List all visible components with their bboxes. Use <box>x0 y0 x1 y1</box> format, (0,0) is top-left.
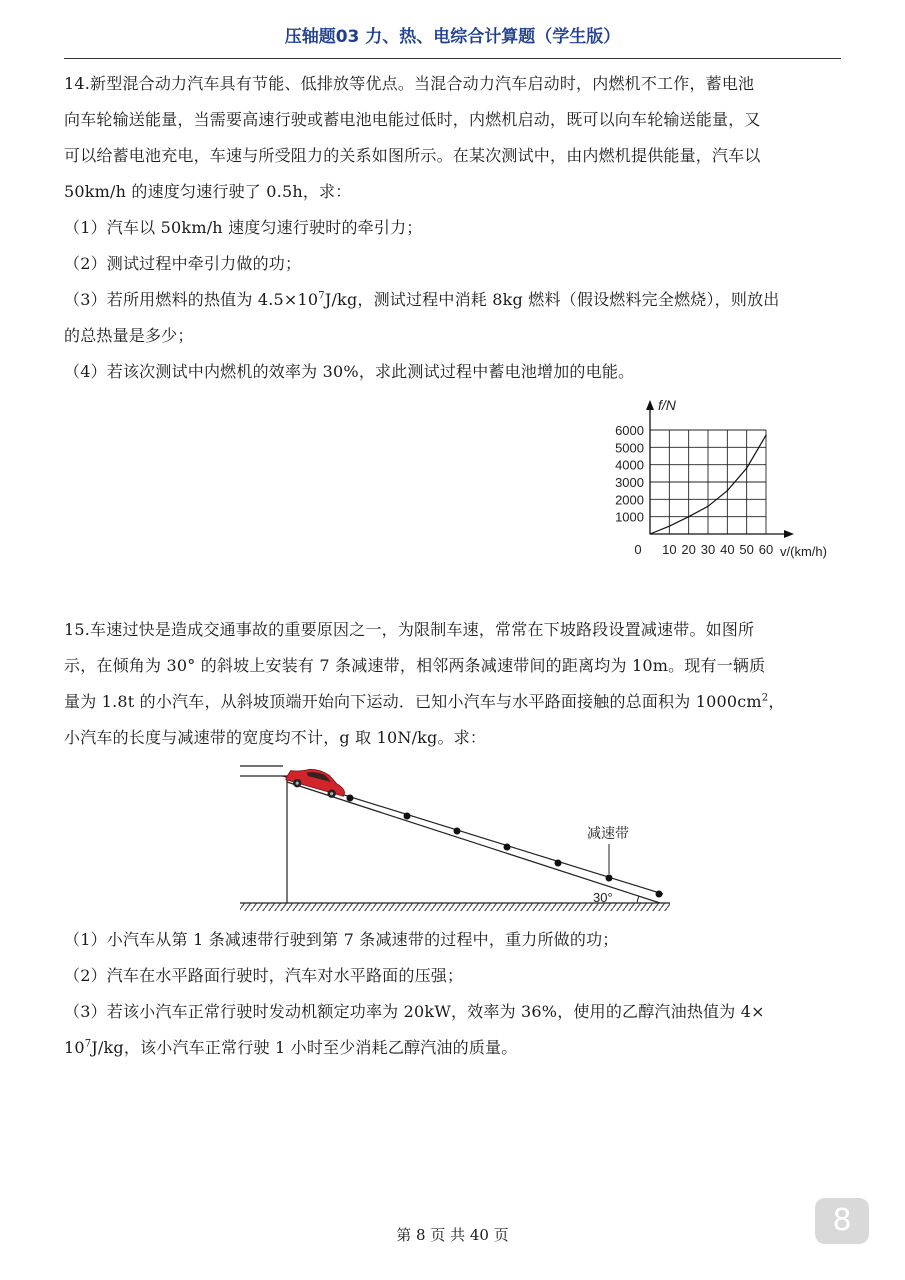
chart-y-tick-label: 5000 <box>615 440 644 456</box>
q14-stem-line-3: 可以给蓄电池充电，车速与所受阻力的关系如图所示。在某次测试中，由内燃机提供能量，汽车以 <box>64 146 761 165</box>
q14-sub3-part-a: （3）若所用燃料的热值为 4.5×10 <box>64 290 319 309</box>
q15-sub1: （1）小汽车从第 1 条减速带行驶到第 7 条减速带的过程中，重力所做的功； <box>64 930 619 949</box>
q14-sub3 <box>64 282 842 318</box>
chart-x-tick-label: 40 <box>720 542 735 557</box>
speed-bump <box>454 828 461 835</box>
chart-x-tick-label: 50 <box>739 542 754 557</box>
resistance-speed-chart <box>600 392 850 572</box>
chart-y-tick-label: 4000 <box>615 457 644 473</box>
q15-sub2: （2）汽车在水平路面行驶时，汽车对水平路面的压强； <box>64 966 464 985</box>
speed-bump <box>656 891 663 898</box>
speed-bump <box>504 844 511 851</box>
q15-stem-line-4: 小汽车的长度与减速带的宽度均不计，g 取 10N/kg。求： <box>64 728 487 747</box>
chart-y-label: f/N <box>658 397 676 413</box>
q15-sub3-continued <box>64 1030 842 1066</box>
q15-stem-line-3 <box>64 684 842 720</box>
chart-y-tick-label: 2000 <box>615 492 644 508</box>
chart-x-tick-label: 10 <box>662 542 677 557</box>
q14-stem-line-1: 14.新型混合动力汽车具有节能、低排放等优点。当混合动力汽车启动时，内燃机不工作，蓄电池 <box>64 74 755 93</box>
q15-sub3-rest: J/kg，该小汽车正常行驶 1 小时至少消耗乙醇汽油的质量。 <box>91 1038 518 1057</box>
chart-data-point <box>727 490 728 491</box>
page-number-badge: 8 <box>815 1198 869 1244</box>
q14-sub3-exponent: 7 <box>318 290 325 302</box>
chart-data-point <box>707 506 708 507</box>
angle-label: 30° <box>593 890 613 905</box>
q14-sub2: （2）测试过程中牵引力做的功； <box>64 254 302 273</box>
q14-stem-line-4: 50km/h 的速度匀速行驶了 0.5h，求： <box>64 182 352 201</box>
q15-sub3: （3）若该小汽车正常行驶时发动机额定功率为 20kW，效率为 36%，使用的乙醇汽油热值为 4× <box>64 1002 765 1021</box>
q14-sub3-continued: 的总热量是多少； <box>64 326 194 345</box>
q14-sub4: （4）若该次测试中内燃机的效率为 30%，求此测试过程中蓄电池增加的电能。 <box>64 362 635 381</box>
page-header: 压轴题03 力、热、电综合计算题（学生版） <box>284 27 621 47</box>
header-divider <box>64 58 841 59</box>
slope-figure <box>235 756 675 916</box>
angle-arc <box>637 896 639 903</box>
chart-y-tick-label: 6000 <box>615 423 644 438</box>
speed-bump-label: 减速带 <box>587 825 629 841</box>
chart-data-point <box>649 533 650 534</box>
chart-x-label: v/(km/h) <box>780 544 827 559</box>
q15-stem-line-1: 15.车速过快是造成交通事故的重要原因之一，为限制车速，常常在下坡路段设置减速带。如图所 <box>64 620 755 639</box>
chart-data-point <box>669 526 670 527</box>
speed-bump <box>555 860 562 867</box>
q15-line3-part-a: 量为 1.8t 的小汽车，从斜坡顶端开始向下运动．已知小汽车与水平路面接触的总面积为 1000cm <box>64 692 762 711</box>
chart-x-tick-label: 30 <box>700 542 716 557</box>
speed-bump <box>404 813 411 820</box>
car-icon <box>285 762 349 801</box>
q14-sub3-part-b: J/kg，测试过程中消耗 8kg 燃料（假设燃料完全燃烧），则放出 <box>324 290 780 309</box>
chart-data-point <box>688 516 689 517</box>
chart-data-point <box>765 435 766 436</box>
chart-x-tick-label: 60 <box>758 542 774 557</box>
q15-sub3-base: 10 <box>64 1038 85 1057</box>
page-footer: 第 8 页 共 40 页 <box>396 1226 509 1244</box>
chart-y-tick-label: 1000 <box>615 509 644 525</box>
q15-sub3-exponent: 7 <box>84 1038 92 1050</box>
q15-line3-part-b: ， <box>768 692 785 711</box>
q15-stem-line-2: 示，在倾角为 30° 的斜坡上安装有 7 条减速带，相邻两条减速带间的距离均为 10m。现有一辆质 <box>64 656 766 675</box>
chart-x-tick-label: 0 <box>634 542 642 557</box>
speed-bump <box>347 795 354 802</box>
chart-y-arrow <box>646 400 654 410</box>
speed-bump <box>606 875 613 882</box>
chart-x-tick-label: 20 <box>681 542 696 557</box>
chart-y-tick-label: 3000 <box>615 475 644 490</box>
q14-stem-line-2: 向车轮输送能量，当需要高速行驶或蓄电池电能过低时，内燃机启动，既可以向车轮输送能量，又 <box>64 110 761 129</box>
chart-data-point <box>746 468 747 469</box>
q15-line3-exponent: 2 <box>761 692 769 704</box>
q14-sub1: （1）汽车以 50km/h 速度匀速行驶时的牵引力； <box>64 218 423 237</box>
slope-lower <box>287 782 660 903</box>
chart-x-arrow <box>784 530 794 538</box>
